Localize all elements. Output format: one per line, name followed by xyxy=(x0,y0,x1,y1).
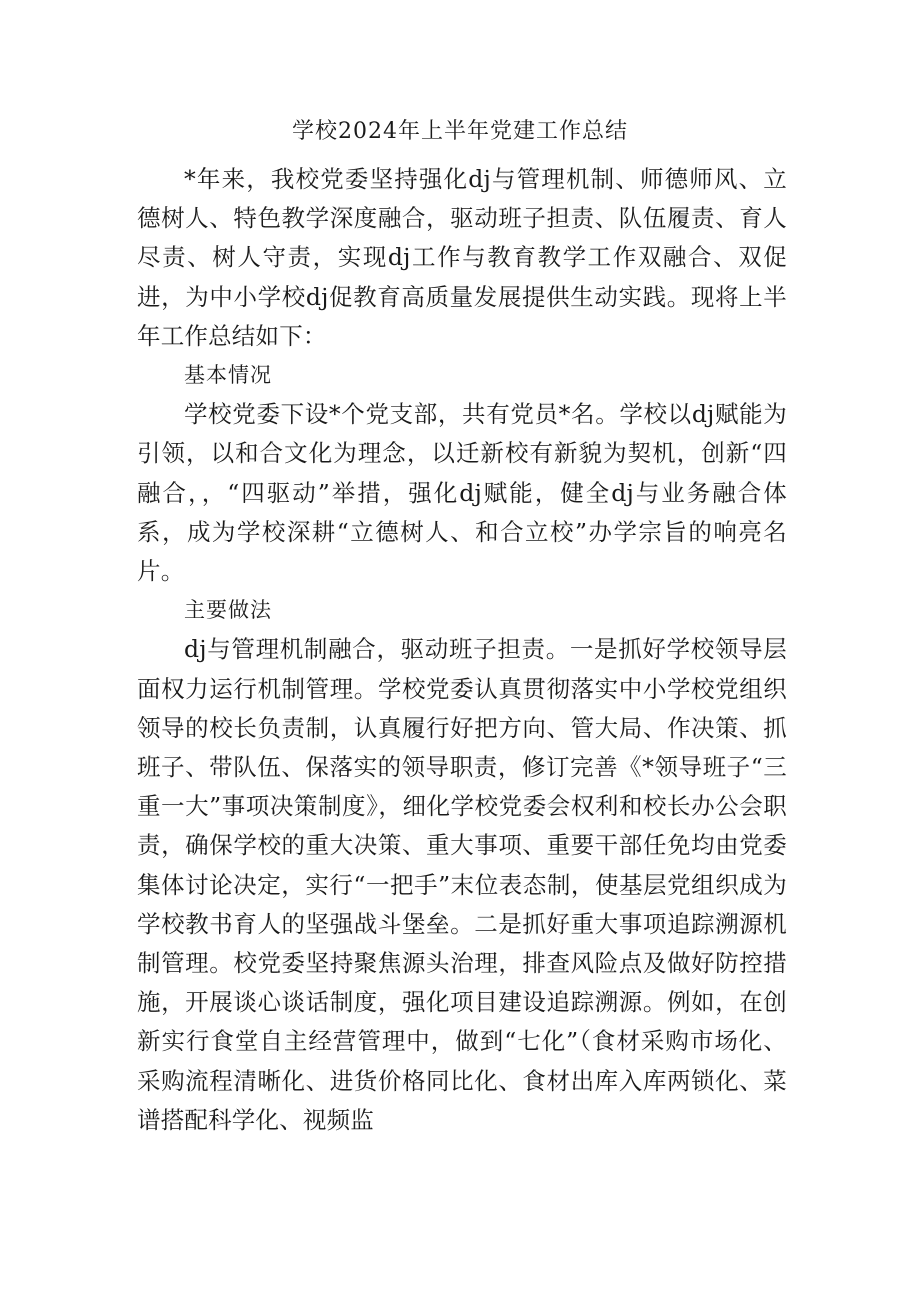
document-title: 学校2024年上半年党建工作总结 xyxy=(292,119,628,144)
section-heading-basic-situation: 基本情况 xyxy=(184,363,272,388)
section-heading-main-practices: 主要做法 xyxy=(184,598,272,623)
basic-situation-paragraph: 学校党委下设*个党支部，共有党员*名。学校以dj赋能为引领，以和合文化为理念，以迁新校有新貌为契机，创新“四融合，，“四驱动”举措，强化dj赋能，健全dj与业务融合体系，成为学校深耕“立德树人、和合立校”办学宗旨的响亮名片。 xyxy=(137,400,787,586)
main-practices-paragraph: dj与管理机制融合，驱动班子担责。一是抓好学校领导层面权力运行机制管理。学校党委认真贯彻落实中小学校党组织领导的校长负责制，认真履行好把方向、管大局、作决策、抓班子、带队伍、保落实的领导职责，修订完善《*领导班子“三重一大”事项决策制度》，细化学校党委会权利和校长办公会职责，确保学校的重大决策、重大事项、重要干部任免均由党委集体讨论决定，实行“一把手”末位表态制，使基层党组织成为学校教书育人的坚强战斗堡垒。二是抓好重大事项追踪溯源机制管理。校党委坚持聚焦源头治理，排查风险点及做好防控措施，开展谈心谈话制度，强化项目建设追踪溯源。例如，在创新实行食堂自主经营管理中，做到“七化”（食材采购市场化、采购流程清晰化、进货价格同比化、食材出库入库两锁化、菜谱搭配科学化、视频监 xyxy=(137,635,787,1134)
document-body xyxy=(137,160,787,1140)
intro-paragraph: *年来，我校党委坚持强化dj与管理机制、师德师风、立德树人、特色教学深度融合，驱动班子担责、队伍履责、育人尽责、树人守责，实现dj工作与教育教学工作双融合、双促进，为中小学校dj促教育高质量发展提供生动实践。现将上半年工作总结如下： xyxy=(137,165,787,350)
